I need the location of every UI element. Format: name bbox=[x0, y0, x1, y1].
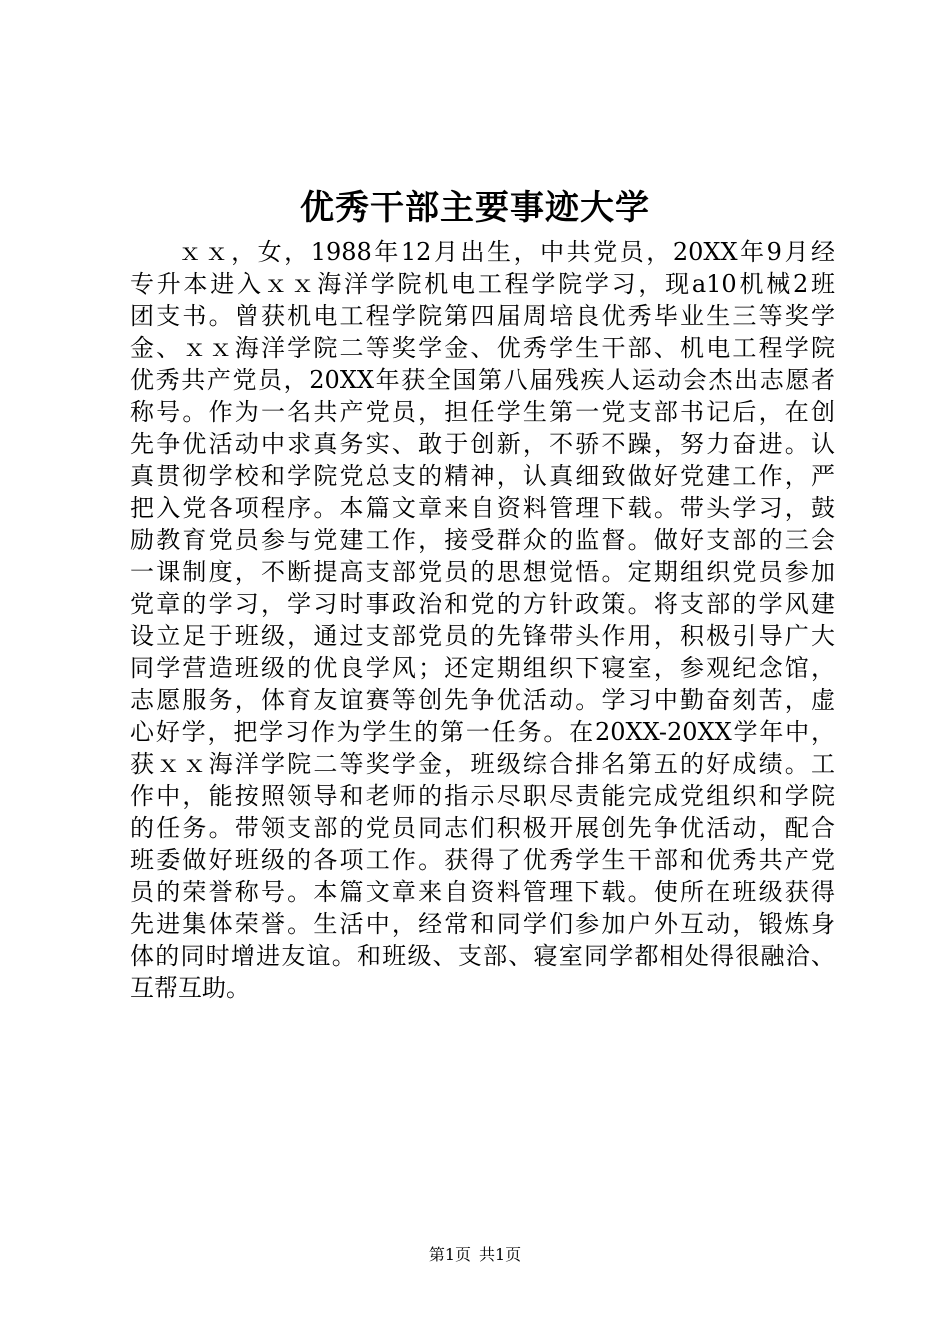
body-line: 获ｘｘ海洋学院二等奖学金，班级综合排名第五的好成绩。工 bbox=[130, 750, 835, 778]
body-line: 班委做好班级的各项工作。获得了优秀学生干部和优秀共产党 bbox=[130, 846, 835, 874]
body-line: 作中，能按照领导和老师的指示尽职尽责能完成党组织和学院 bbox=[130, 782, 835, 810]
body-line: 互帮互助。 bbox=[130, 974, 250, 1002]
body-line: 团支书。曾获机电工程学院第四届周培良优秀毕业生三等奖学 bbox=[130, 302, 835, 330]
body-line: 先进集体荣誉。生活中，经常和同学们参加户外互动，锻炼身 bbox=[130, 910, 835, 938]
page-number-total: 共1页 bbox=[479, 1245, 522, 1264]
body-line: 真贯彻学校和学院党总支的精神，认真细致做好党建工作，严 bbox=[130, 462, 835, 490]
body-line: ｘｘ，女，1988年12月出生，中共党员，20XX年9月经 bbox=[178, 238, 835, 266]
document-title: 优秀干部主要事迹大学 bbox=[300, 188, 650, 228]
body-line: 把入党各项程序。本篇文章来自资料管理下载。带头学习，鼓 bbox=[130, 494, 835, 522]
body-line: 党章的学习，学习时事政治和党的方针政策。将支部的学风建 bbox=[130, 590, 835, 618]
body-line: 同学营造班级的优良学风；还定期组织下寝室，参观纪念馆， bbox=[130, 654, 835, 682]
body-line: 的任务。带领支部的党员同志们积极开展创先争优活动，配合 bbox=[130, 814, 835, 842]
document-body bbox=[130, 236, 835, 1004]
body-line: 优秀共产党员，20XX年获全国第八届残疾人运动会杰出志愿者 bbox=[130, 366, 835, 394]
body-line: 设立足于班级，通过支部党员的先锋带头作用，积极引导广大 bbox=[130, 622, 835, 650]
body-line: 励教育党员参与党建工作，接受群众的监督。做好支部的三会 bbox=[130, 526, 835, 554]
body-line: 员的荣誉称号。本篇文章来自资料管理下载。使所在班级获得 bbox=[130, 878, 835, 906]
body-line: 志愿服务，体育友谊赛等创先争优活动。学习中勤奋刻苦，虚 bbox=[130, 686, 835, 714]
body-line: 心好学，把学习作为学生的第一任务。在20XX-20XX学年中， bbox=[130, 718, 835, 746]
body-line: 金、ｘｘ海洋学院二等奖学金、优秀学生干部、机电工程学院 bbox=[130, 334, 835, 362]
body-line: 专升本进入ｘｘ海洋学院机电工程学院学习，现a10机械2班 bbox=[130, 270, 835, 298]
page-footer bbox=[0, 1244, 950, 1266]
page-number-current: 第1页 bbox=[428, 1245, 471, 1264]
body-line: 一课制度，不断提高支部党员的思想觉悟。定期组织党员参加 bbox=[130, 558, 835, 586]
body-line: 先争优活动中求真务实、敢于创新，不骄不躁，努力奋进。认 bbox=[130, 430, 835, 458]
body-line: 体的同时增进友谊。和班级、支部、寝室同学都相处得很融洽、 bbox=[130, 942, 835, 970]
body-line: 称号。作为一名共产党员，担任学生第一党支部书记后，在创 bbox=[130, 398, 835, 426]
